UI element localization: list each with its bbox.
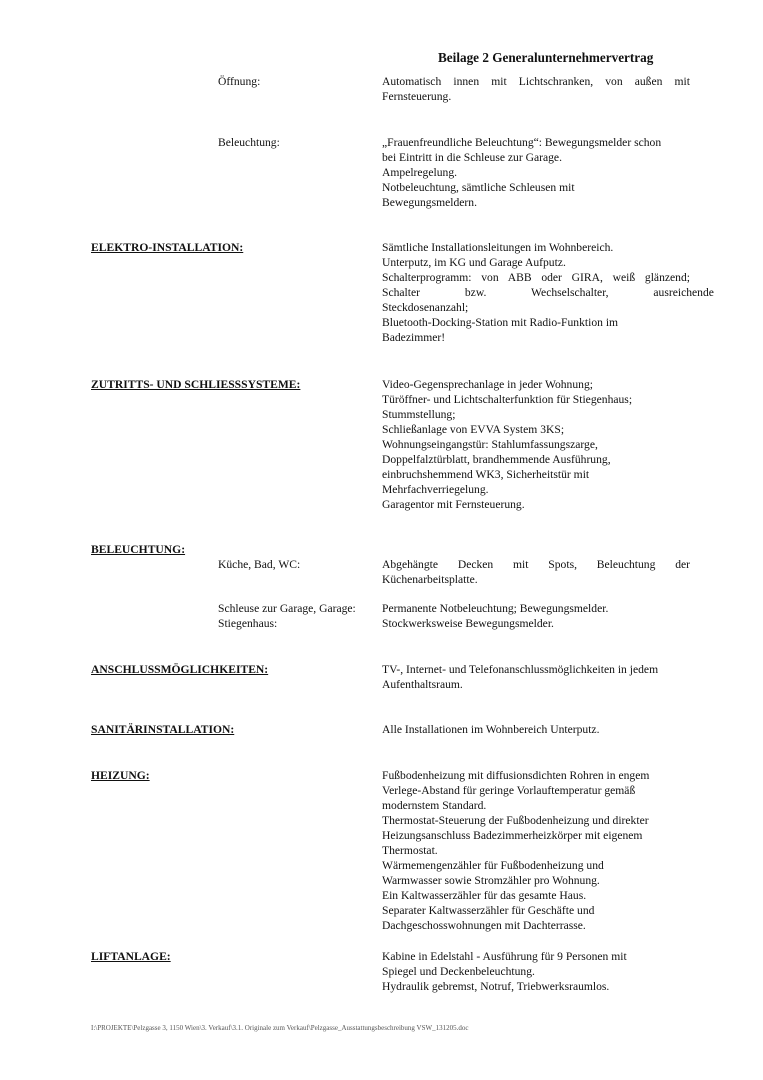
text-line: modernstem Standard. [382, 799, 487, 812]
text-line: Doppelfalztürblatt, brandhemmende Ausführung, [382, 453, 611, 466]
stiegenhaus-label: Stiegenhaus: [218, 617, 278, 630]
oeffnung-label: Öffnung: [218, 75, 261, 88]
kueche-label: Küche, Bad, WC: [218, 558, 301, 571]
text-line: „Frauenfreundliche Beleuchtung“: Bewegungsmelder schon [382, 136, 662, 149]
elektro-text [382, 240, 714, 345]
text-line: Video-Gegensprechanlage in jeder Wohnung; [382, 378, 593, 391]
text-line: Fußbodenheizung mit diffusionsdichten Rohren in engem [382, 769, 650, 782]
section-heading-beleuchtung: BELEUCHTUNG: [91, 543, 186, 556]
text-line: Wärmemengenzähler für Fußbodenheizung und [382, 859, 604, 872]
text-line: Stummstellung; [382, 408, 456, 421]
section-heading-zutritt: ZUTRITTS- UND SCHLIESSSYSTEME: [91, 378, 301, 391]
text-line: Hydraulik gebremst, Notruf, Triebwerksraumlos. [382, 980, 610, 993]
text-line: Thermostat-Steuerung der Fußbodenheizung und direkter [382, 814, 649, 827]
stiegenhaus-value: Stockwerksweise Bewegungsmelder. [382, 617, 554, 630]
anschluss-text [382, 662, 692, 692]
text-line: Dachgeschosswohnungen mit Dachterrasse. [382, 919, 586, 932]
text-line: Thermostat. [382, 844, 438, 857]
text-line: Ampelregelung. [382, 166, 458, 179]
text-line: Sämtliche Installationsleitungen im Wohnbereich. [382, 241, 614, 254]
schleuse-value: Permanente Notbeleuchtung; Bewegungsmelder. [382, 602, 609, 615]
oeffnung-line: Fernsteuerung. [382, 90, 452, 103]
page-title: Beilage 2 Generalunternehmervertrag [438, 50, 654, 65]
oeffnung-line: Automatisch innen mit Lichtschranken, von außen mit [382, 75, 690, 88]
footer-path: I:\PROJEKTE\Pelzgasse 3, 1150 Wien\3. Verkauf\3.1. Originale zum Verkauf\Pelzgasse_Ausstattungsbeschreibung VSW_131205.doc [91, 1024, 469, 1032]
section-heading-heizung: HEIZUNG: [91, 769, 150, 782]
text-line: Bluetooth-Docking-Station mit Radio-Funktion im [382, 316, 619, 329]
text-line: Garagentor mit Fernsteuerung. [382, 498, 525, 511]
text-line: Bewegungsmeldern. [382, 196, 477, 209]
section-heading-sanitaer: SANITÄRINSTALLATION: [91, 723, 235, 736]
text-line: Notbeleuchtung, sämtliche Schleusen mit [382, 181, 575, 194]
kueche-value [382, 557, 690, 587]
text-line: Unterputz, im KG und Garage Aufputz. [382, 256, 566, 269]
garage-beleuchtung-label: Beleuchtung: [218, 136, 280, 149]
text-line: Badezimmer! [382, 331, 446, 344]
text-line: Schließanlage von EVVA System 3KS; [382, 423, 565, 436]
text-line: Wohnungseingangstür: Stahlumfassungszarge, [382, 438, 598, 451]
text-line: Türöffner- und Lichtschalterfunktion für Stiegenhaus; [382, 393, 633, 406]
text-line: Separater Kaltwasserzähler für Geschäfte und [382, 904, 595, 917]
text-line: Schalterprogramm: von ABB oder GIRA, weiß glänzend; [382, 271, 690, 284]
sanitaer-text: Alle Installationen im Wohnbereich Unterputz. [382, 723, 600, 736]
text-line: Abgehängte Decken mit Spots, Beleuchtung der [382, 558, 690, 571]
text-line: Ein Kaltwasserzähler für das gesamte Haus. [382, 889, 587, 902]
text-line: Kabine in Edelstahl - Ausführung für 9 Personen mit [382, 950, 627, 963]
section-heading-lift: LIFTANLAGE: [91, 950, 171, 963]
text-line: Steckdosenanzahl; [382, 301, 469, 314]
text-line: einbruchshemmend WK3, Sicherheitstür mit [382, 468, 590, 481]
oeffnung-value [382, 74, 690, 104]
text-line: Schalter bzw. Wechselschalter, ausreichende [382, 286, 714, 299]
text-line: TV-, Internet- und Telefonanschlussmöglichkeiten in jedem [382, 663, 659, 676]
text-line: Warmwasser sowie Stromzähler pro Wohnung. [382, 874, 600, 887]
text-line: bei Eintritt in die Schleuse zur Garage. [382, 151, 562, 164]
text-line: Küchenarbeitsplatte. [382, 573, 478, 586]
section-heading-elektro: ELEKTRO-INSTALLATION: [91, 241, 244, 254]
schleuse-label: Schleuse zur Garage, Garage: [218, 602, 356, 615]
zutritt-text [382, 377, 692, 512]
text-line: Mehrfachverriegelung. [382, 483, 489, 496]
heizung-text [382, 768, 692, 933]
text-line: Heizungsanschluss Badezimmerheizkörper mit eigenem [382, 829, 643, 842]
garage-beleuchtung-value [382, 135, 692, 210]
text-line: Verlege-Abstand für geringe Vorlauftemperatur gemäß [382, 784, 636, 797]
section-heading-anschluss: ANSCHLUSSMÖGLICHKEITEN: [91, 663, 269, 676]
text-line: Aufenthaltsraum. [382, 678, 463, 691]
text-line: Spiegel und Deckenbeleuchtung. [382, 965, 535, 978]
lift-text [382, 949, 692, 994]
